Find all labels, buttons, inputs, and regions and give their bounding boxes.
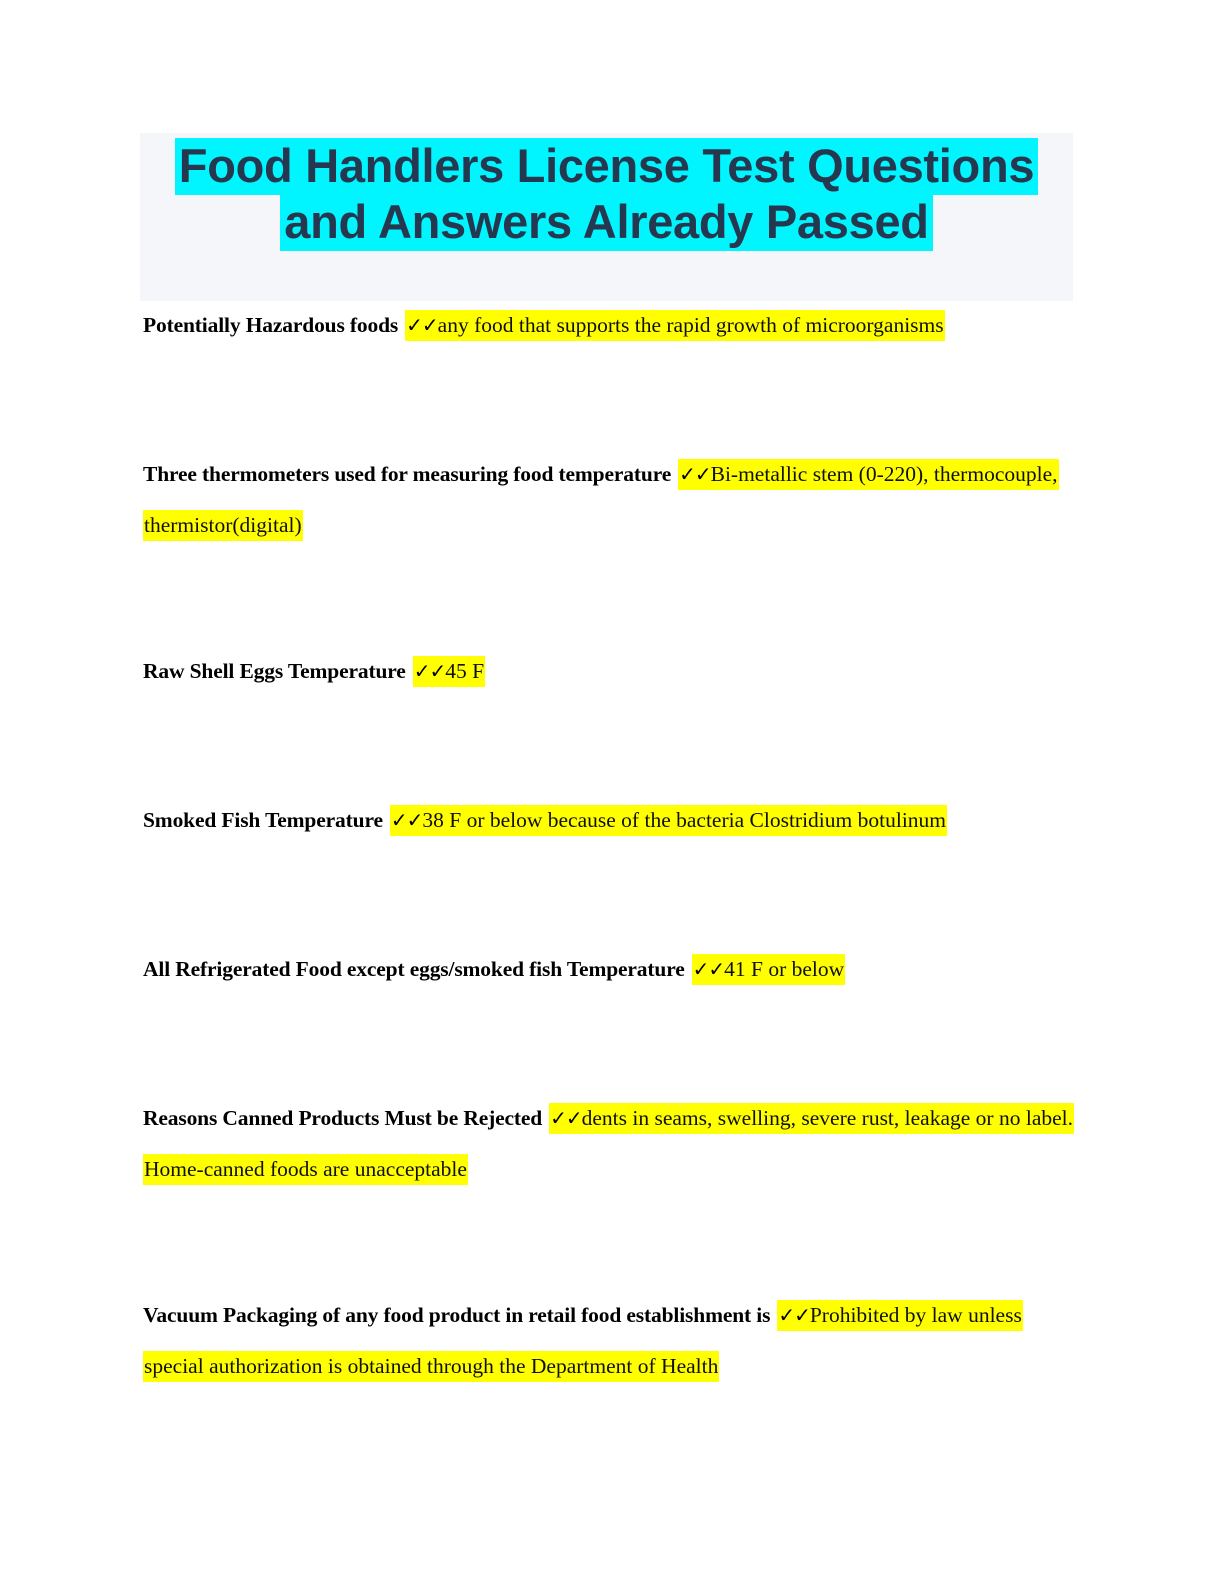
question-text: All Refrigerated Food except eggs/smoked fish Temperature xyxy=(143,957,685,981)
qa-list xyxy=(143,300,1078,1392)
qa-line xyxy=(143,646,1078,697)
title-line-2 xyxy=(140,194,1073,250)
qa-item-3 xyxy=(143,646,1078,697)
check-mark-icon: ✓✓ xyxy=(778,1303,810,1327)
answer-text: 38 F or below because of the bacteria Clostridium botulinum xyxy=(422,808,947,832)
question-text: Smoked Fish Temperature xyxy=(143,808,383,832)
check-mark-icon: ✓✓ xyxy=(692,957,725,981)
qa-line xyxy=(143,300,1078,351)
answer-highlight xyxy=(692,954,846,985)
question-text: Three thermometers used for measuring food temperature xyxy=(143,462,672,486)
qa-line xyxy=(143,795,1078,846)
question-text: Vacuum Packaging of any food product in retail food establishment is xyxy=(143,1303,771,1327)
qa-line xyxy=(143,449,1078,551)
qa-item-2 xyxy=(143,449,1078,551)
qa-line xyxy=(143,944,1078,995)
qa-line xyxy=(143,1093,1078,1195)
check-mark-icon: ✓✓ xyxy=(406,313,438,337)
question-text: Raw Shell Eggs Temperature xyxy=(143,659,406,683)
answer-highlight xyxy=(405,310,944,341)
qa-item-7 xyxy=(143,1290,1078,1392)
answer-highlight xyxy=(413,656,485,687)
check-mark-icon: ✓✓ xyxy=(679,462,711,486)
document-title xyxy=(140,138,1073,250)
answer-text: Prohibited by law unless special authorization is obtained through the Department of Health xyxy=(144,1303,1022,1378)
qa-item-1 xyxy=(143,300,1078,351)
title-line-2-text: and Answers Already Passed xyxy=(280,194,932,251)
answer-text: dents in seams, swelling, severe rust, leakage or no label. Home-canned foods are unacceptable xyxy=(144,1106,1073,1181)
question-text: Potentially Hazardous foods xyxy=(143,313,399,337)
title-line-1 xyxy=(140,138,1073,194)
qa-item-5 xyxy=(143,944,1078,995)
qa-line xyxy=(143,1290,1078,1392)
check-mark-icon: ✓✓ xyxy=(413,659,446,683)
check-mark-icon: ✓✓ xyxy=(390,808,423,832)
question-text: Reasons Canned Products Must be Rejected xyxy=(143,1106,543,1130)
qa-item-4 xyxy=(143,795,1078,846)
answer-text: 41 F or below xyxy=(724,957,845,981)
answer-text: Bi-metallic stem (0-220), thermocouple, thermistor(digital) xyxy=(144,462,1058,537)
answer-text: 45 F xyxy=(445,659,485,683)
qa-item-6 xyxy=(143,1093,1078,1195)
check-mark-icon: ✓✓ xyxy=(550,1106,582,1130)
answer-text: any food that supports the rapid growth of microorganisms xyxy=(437,313,944,337)
title-line-1-text: Food Handlers License Test Questions xyxy=(175,138,1038,195)
answer-highlight xyxy=(390,805,947,836)
